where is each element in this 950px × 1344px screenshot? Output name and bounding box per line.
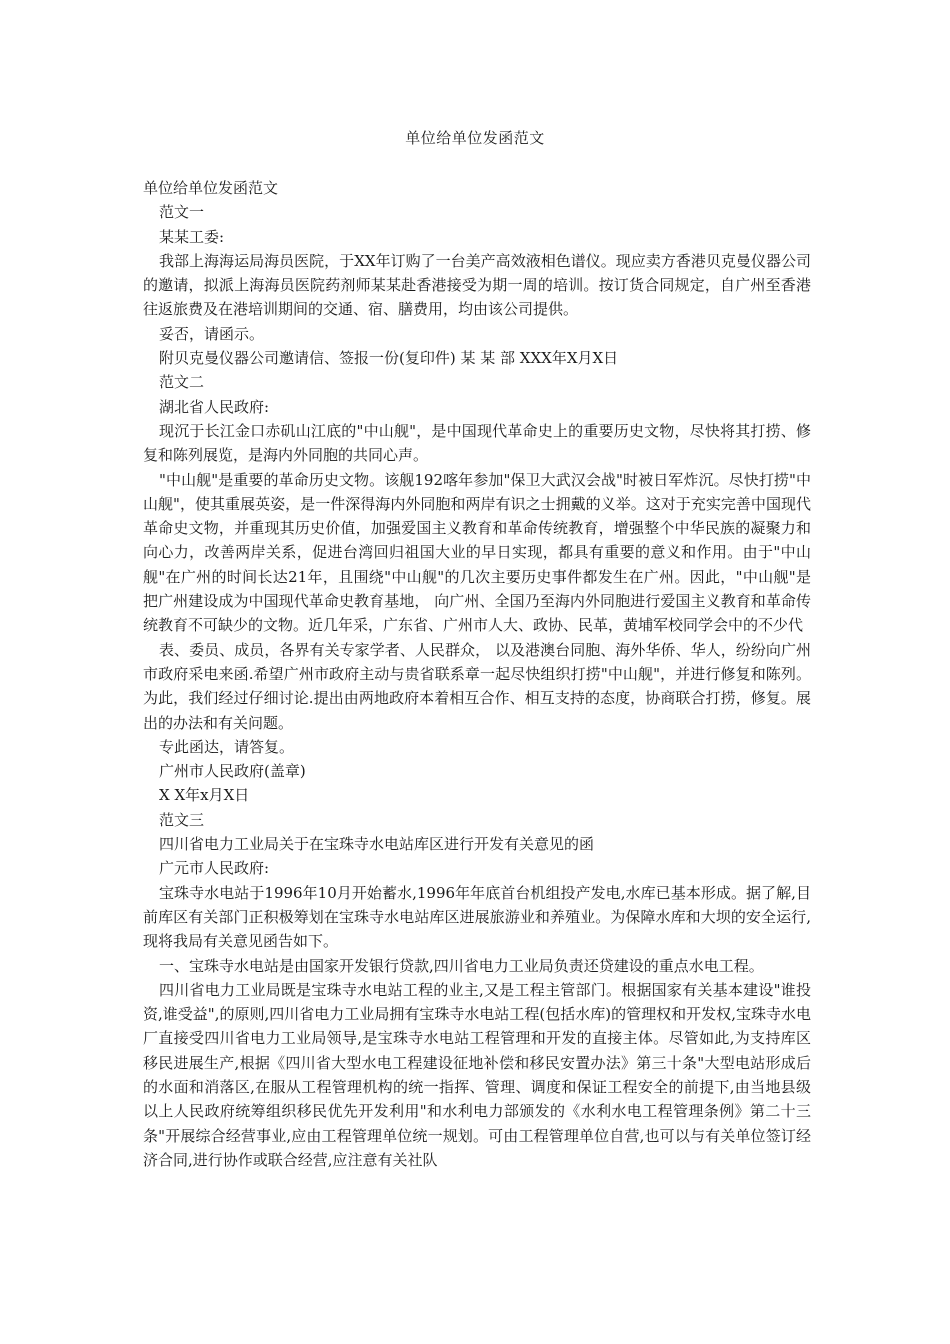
body-paragraph: 专此函达，请答复。 [159,737,295,756]
body-paragraph: 附贝克曼仪器公司邀请信、签报一份(复印件) 某 某 部 XXX年X月X日 [159,349,619,368]
body-paragraph: 广元市人民政府: [159,859,270,878]
body-paragraph: 某某工委: [159,227,225,246]
body-paragraph: 范文二 [159,373,205,392]
body-paragraph: 妥否，请函示。 [159,324,265,343]
body-paragraph: 我部上海海运局海员医院，于XX年订购了一台美产高效液相色谱仪。现应卖方香港贝克曼仪器公司的邀请，拟派上海海员医院药剂师某某赴香港接受为期一周的培训。按订货合同规定，自广州至香港往返旅费及在港培训期间的交通、宿、膳费用，均由该公司提供。 [143,251,811,319]
body-paragraph: 宝珠寺水电站于1996年10月开始蓄水,1996年年底首台机组投产发电,水库已基本形成。据了解,目前库区有关部门正积极筹划在宝珠寺水电站库区进展旅游业和养殖业。为保障水库和大坝的安全运行,现将我局有关意见函告如下。 [143,883,811,951]
document-title: 单位给单位发函范文 [405,129,545,147]
body-paragraph: 范文三 [159,810,205,829]
body-paragraph: 四川省电力工业局既是宝珠寺水电站工程的业主,又是工程主管部门。根据国家有关基本建设"谁投资,谁受益",的原则,四川省电力工业局拥有宝珠寺水电站工程(包括水库)的管理权和开发权,宝珠寺水电厂直接受四川省电力工业局领导,是宝珠寺水电站工程管理和开发的直接主体。尽管如此,为支持库区移民进展生产,根据《四川省大型水电工程建设征地补偿和移民安置办法》第三十条"大型电站形成后的水面和消落区,在服从工程管理机构的统一指挥、管理、调度和保证工程安全的前提下,由当地县级以上人民政府统筹组织移民优先开发利用"和水利电力部颁发的《水利水电工程管理条例》第二十三条"开展综合经营事业,应由工程管理单位统一规划。可由工程管理单位自营,也可以与有关单位签订经济合同,进行协作或联合经营,应注意有关社队 [143,980,811,1169]
body-paragraph: 一、宝珠寺水电站是由国家开发银行贷款,四川省电力工业局负责还贷建设的重点水电工程。 [159,956,764,975]
body-paragraph: 单位给单位发函范文 [143,179,279,197]
body-paragraph: 四川省电力工业局关于在宝珠寺水电站库区进行开发有关意见的函 [159,835,595,854]
body-paragraph: 现沉于长江金口赤矶山江底的"中山舰"，是中国现代革命史上的重要历史文物，尽快将其打捞、修复和陈列展览，是海内外同胞的共同心声。 [143,421,811,465]
body-paragraph: X X年x月X日 [159,786,250,805]
body-paragraph: 广州市人民政府(盖章) [159,762,306,781]
body-paragraph: "中山舰"是重要的革命历史文物。该舰192喀年参加"保卫大武汉会战"时被日军炸沉。尽快打捞"中山舰"，使其重展英姿，是一件深得海内外同胞和两岸有识之士拥戴的义举。这对于充实完善中国现代革命史文物，并重现其历史价值，加强爱国主义教育和革命传统教育，增强整个中华民族的凝聚力和向心力，改善两岸关系，促进台湾回归祖国大业的早日实现，都具有重要的意义和作用。由于"中山舰"在广州的时间长达21年，且围绕"中山舰"的几次主要历史事件都发生在广州。因此，"中山舰"是把广州建设成为中国现代革命史教育基地， 向广州、全国乃至海内外同胞进行爱国主义教育和革命传统教育不可缺少的文物。近几年采，广东省、广州市人大、政协、民革，黄埔军校同学会中的不少代 [143,470,811,635]
body-paragraph: 表、委员、成员，各界有关专家学者、人民群众， 以及港澳台同胞、海外华侨、华人，纷纷向广州市政府采电来函.希望广州市政府主动与贵省联系章一起尽快组织打捞"中山舰"，并进行修复和陈列。为此，我们经过仔细讨论.提出由两地政府本着相互合作、相互支持的态度，协商联合打捞，修复。展出的办法和有关问题。 [143,640,811,732]
body-paragraph: 湖北省人民政府: [159,397,270,416]
body-paragraph: 范文一 [159,203,205,222]
document-body [143,176,811,1172]
